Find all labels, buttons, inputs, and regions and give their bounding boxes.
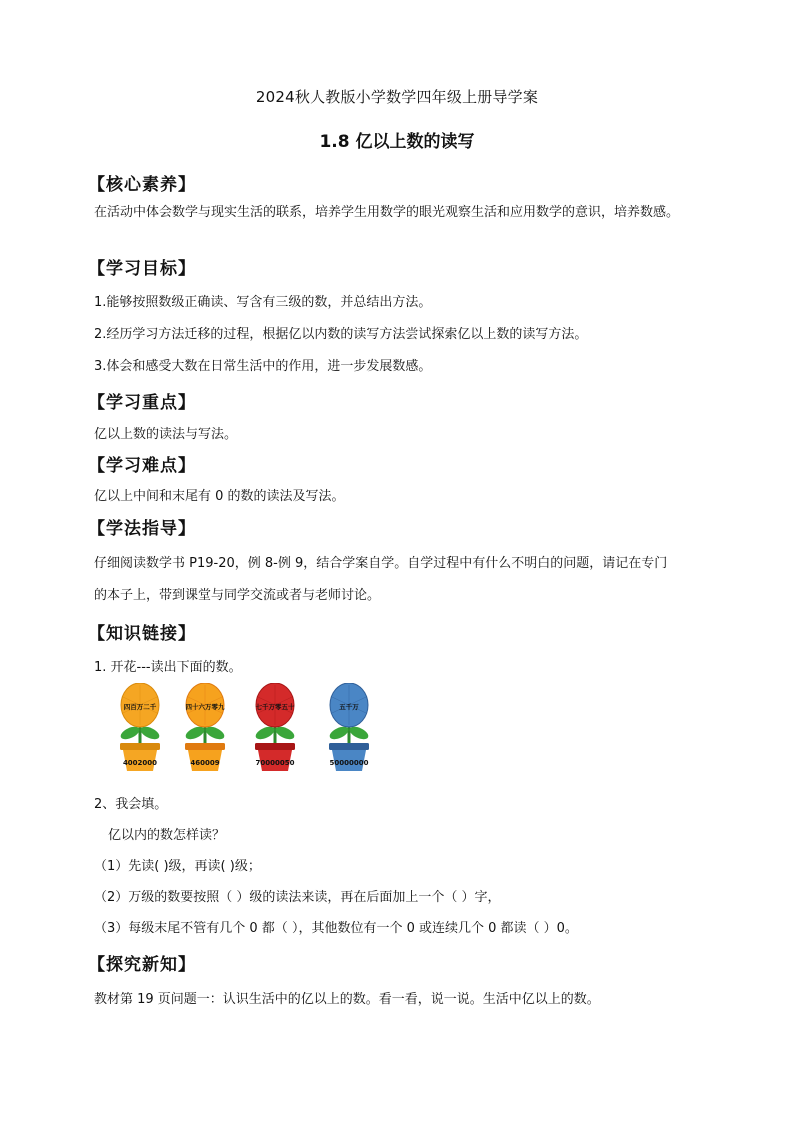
pot-number: 460009 <box>190 759 220 767</box>
flower-4 <box>328 683 370 771</box>
pot-rim <box>329 743 369 750</box>
goal-item-3: 3.体会和感受大数在日常生活中的作用，进一步发展数感。 <box>94 359 432 374</box>
heading-core: 【核心素养】 <box>88 175 196 195</box>
pot-rim <box>185 743 225 750</box>
focus-text: 亿以上数的读法与写法。 <box>94 427 238 442</box>
fill-blank-2: （2）万级的数要按照（ ）级的读法来读，再在后面加上一个（ ）字， <box>94 890 501 905</box>
flower-illustrations <box>112 683 382 778</box>
document-title: 2024秋人教版小学数学四年级上册导学案 <box>255 88 539 106</box>
fill-blank-3: （3）每级末尾不管有几个 0 都（ ），其他数位有一个 0 或连续几个 0 都读（ ）0。 <box>94 921 578 936</box>
goal-item-2: 2.经历学习方法迁移的过程，根据亿以内数的读写方法尝试探索亿以上数的读写方法。 <box>94 327 588 342</box>
link-question-1: 1. 开花---读出下面的数。 <box>94 660 242 675</box>
pot-number: 50000000 <box>329 759 369 767</box>
link-question-2-sub: 亿以内的数怎样读？ <box>108 828 226 843</box>
heading-explore: 【探究新知】 <box>88 955 196 975</box>
heading-link: 【知识链接】 <box>88 624 196 644</box>
flower-2 <box>184 683 226 771</box>
heading-goals: 【学习目标】 <box>88 259 196 279</box>
link-question-2: 2、我会填。 <box>94 797 168 812</box>
pot-number: 4002000 <box>122 759 158 767</box>
flower-label: 四百万二千 <box>123 703 157 711</box>
lesson-title: 1.8 亿以上数的读写 <box>319 132 475 152</box>
fill-blank-1: （1）先读( )级，再读( )级； <box>94 859 261 874</box>
flower-1 <box>119 683 161 771</box>
pot-number: 70000050 <box>255 759 295 767</box>
goal-item-1: 1.能够按照数级正确读、写含有三级的数，并总结出方法。 <box>94 295 432 310</box>
flower-label: 七千万零五十 <box>255 703 295 711</box>
pot-rim <box>255 743 295 750</box>
core-text: 在活动中体会数学与现实生活的联系，培养学生用数学的眼光观察生活和应用数学的意识，培养数感。 <box>94 205 680 220</box>
pot-rim <box>120 743 160 750</box>
flower-drawing <box>112 683 382 778</box>
difficulty-text: 亿以上中间和末尾有 0 的数的读法及写法。 <box>94 489 345 504</box>
flower-label: 五千万 <box>339 703 359 711</box>
method-line-1: 仔细阅读数学书 P19-20，例 8-例 9，结合学案自学。自学过程中有什么不明白的问题，请记在专门 <box>94 556 668 571</box>
flower-label: 四十六万零九 <box>185 703 225 711</box>
explore-text: 教材第 19 页问题一：认识生活中的亿以上的数。看一看，说一说。生活中亿以上的数。 <box>94 992 600 1007</box>
flower-3 <box>254 683 296 771</box>
method-line-2: 的本子上，带到课堂与同学交流或者与老师讨论。 <box>94 588 381 603</box>
heading-difficulty: 【学习难点】 <box>88 456 196 476</box>
heading-focus: 【学习重点】 <box>88 393 196 413</box>
heading-method: 【学法指导】 <box>88 519 196 539</box>
